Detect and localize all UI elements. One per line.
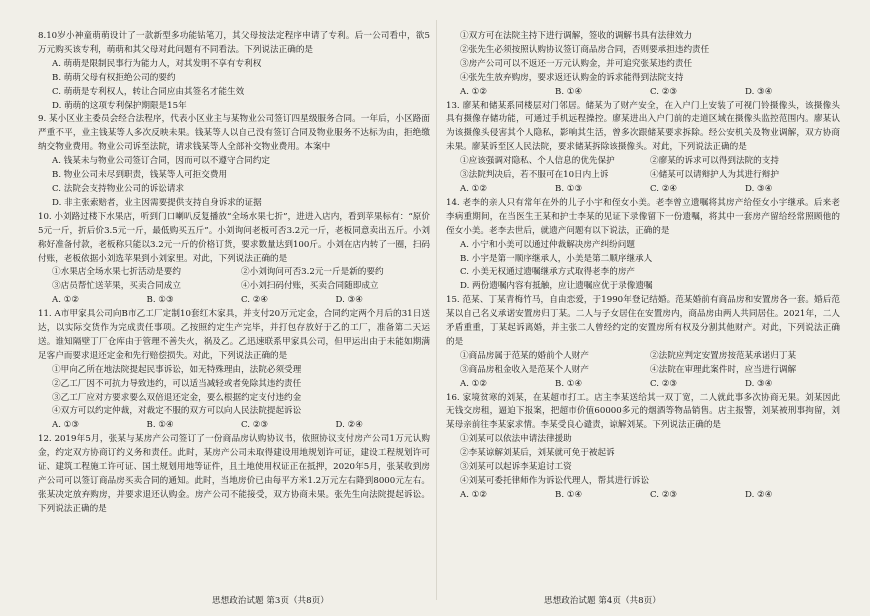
option-d: D. 两份遗嘱内容有抵触，应让遗嘱应优于录像遗嘱: [460, 281, 653, 292]
statement-list: [446, 350, 840, 378]
question-14: [446, 197, 840, 294]
question-12: [38, 433, 430, 516]
question-stem: 15. 范某、丁某青梅竹马，自由恋爱，于1990年登记结婚。范某婚前有商品房和安置房各一套。婚后范某以自己名义承诺安置房归丁某。二人与子女居住在安置房内，商品房由两人共同居住。2021年，二人矛盾重重，丁某起诉离婚，并主张二人曾经约定的安置房所有权及分割其他财产。对此，下列说法正确的是: [446, 295, 840, 347]
choice-b: B. ①④: [555, 86, 583, 97]
page-footer-right: 思想政治试题 第4页（共8页）: [544, 596, 661, 606]
choice-b: B. ①③: [555, 183, 583, 194]
statement-item: ③商品房租金收入是范某个人财产: [460, 364, 589, 375]
statement-item: ①水果店全场水果七折活动是要约: [52, 267, 181, 278]
question-15: [446, 294, 840, 391]
right-column: [446, 30, 840, 503]
statement-list: [446, 155, 840, 183]
choice-d: D. ②④: [335, 420, 363, 431]
question-stem: 12. 2019年5月，张某与某房产公司签订了一份商品房认购协议书，依照协议支付房产公司1万元认购金，约定双方协商订约义务和责任。此时，某房产公司未取得建设用地规划许可证，建设工程规划许可证、建筑工程施工许可证、国土规划用地等证件，且土地使用权证正在抵押，2020年5月，张某收到房产公司可以签订商品房买卖合同的通知。此时，当地房价已由每平方米1.2万元左右降到8000元左右。张某决定放弃购房，并要求退还认购金。房产公司不能接受，双方协商未果。张先生向法院提起诉讼。下列说法正确的是: [38, 434, 430, 514]
choice-a: A. ①②: [52, 295, 80, 306]
statement-list: [38, 266, 430, 294]
statement-item: ④法院在审理此案件时，应当进行调解: [650, 364, 797, 375]
question-11: [38, 308, 430, 433]
option-a: A. 小宁和小美可以通过仲裁解决房产纠纷问题: [460, 239, 635, 250]
statement-item: ③乙工厂应对方要求要么双倍退还定金，要么根据约定支付违约金: [52, 392, 302, 403]
choice-a: A. ①②: [460, 378, 488, 389]
option-b: B. 萌萌父母有权拒绝公司的要约: [52, 72, 176, 83]
option-d: D. 萌萌的这项专利保护期限是15年: [52, 100, 187, 111]
question-stem: 9. 某小区业主委员会经合法程序，代表小区业主与某物业公司签订四星级服务合同。一年后，小区路面严重不平，业主钱某等人多次反映未果。钱某等人以自己没有签订合同及物业服务不达标为由，拒绝缴纳交物业费用。物业公司诉至法院，请求钱某等人全部补交物业费用。本案中: [38, 114, 430, 153]
choice-c: C. ②④: [241, 295, 269, 306]
statement-item: ①双方可在法院主持下进行调解，签收的调解书具有法律效力: [460, 31, 693, 41]
question-stem: 8.10岁小神童萌萌设计了一款新型多功能钻笔刀，其父母按法定程序申请了专利。后一公司看中，欲5万元购买该专利，萌萌和其父母对此问题有不同看法。下列说法正确的是: [38, 31, 430, 55]
column-divider: [436, 20, 437, 600]
statement-item: ①甲向乙所在地法院提起民事诉讼，如无特殊理由，法院必须受理: [52, 364, 302, 375]
statement-item: ②小刘询问可否3.2元一斤是新的要约: [241, 267, 384, 278]
question-16: [446, 392, 840, 503]
statement-item: ②法院应判定安置房按范某承诺归丁某: [650, 350, 797, 361]
statement-item: ①应该强调对隐私、个人信息的优先保护: [460, 156, 615, 167]
option-d: D. 非主张索赔者，业主因需要提供支持自身诉求的证据: [52, 197, 262, 208]
option-b: B. 小宇是第一顺序继承人，小美是第二顺序继承人: [460, 253, 653, 264]
statement-item: ②张先生必须按照认购协议签订商品房合同，否则要承担违约责任: [460, 44, 710, 55]
option-c: C. 萌萌是专利权人，转让合同应由其签名才能生效: [52, 86, 245, 97]
answer-choices: [446, 86, 840, 100]
choice-c: C. ②③: [650, 489, 678, 500]
question-12-continued: [446, 30, 840, 100]
choice-d: D. ③④: [745, 183, 773, 194]
statement-item: ④刘某可委托律师作为诉讼代理人，帮其进行诉讼: [460, 476, 650, 486]
choice-a: A. ①②: [460, 86, 488, 97]
choice-a: A. ①②: [460, 489, 488, 500]
choice-c: C. ②③: [650, 378, 678, 389]
statement-item: ④小刘扫码付账，买卖合同随即成立: [241, 281, 379, 292]
statement-item: ④张先生放弃购房，要求返还认购金的诉求能得到法院支持: [460, 72, 684, 83]
statement-item: ③房产公司可以不返还一万元认购金，并可追究张某违约责任: [460, 58, 693, 69]
choice-c: C. ②③: [650, 86, 678, 97]
choice-d: D. ③④: [335, 295, 363, 306]
question-10: [38, 211, 430, 308]
question-stem: 11. A市甲家具公司向B市乙工厂定制10套红木家具，并支付20万元定金，合同约定两个月后的31日送达，以实际交货作为完成责任事项。乙按照约定生产完毕，并打包存放好于乙的工厂，准备第二天运送。谁知隔壁丁厂仓库由于管理不善失火，祸及乙。乙迅速联系甲家具公司，但甲运出由于未能如期满足客户而要求退还定金和先行赔偿损失。对此，下列说法正确的是: [38, 309, 430, 361]
option-c: C. 法院会支持物业公司的诉讼请求: [52, 183, 185, 194]
choice-b: B. ①④: [555, 489, 583, 500]
question-stem: 13. 廖某和储某系同楼层对门邻居。储某为了财产安全，在入户门上安装了可视门铃摄像头，该摄像头具有摄像存储功能，可通过手机远程操控。廖某进出入户门前的走道区域在摄像头监控范围内。廖某认为该摄像头侵害其个人隐私，影响其生活，曾多次跟储某要求拆除。经公安机关及物业调解，双方协商未果。廖某诉至区人民法院，要求储某拆除该摄像头。对此，下列说法正确的是: [446, 100, 840, 153]
statement-item: ③店员帮忙送苹果，买卖合同成立: [52, 281, 181, 292]
choice-c: C. ②④: [650, 183, 678, 194]
choice-a: A. ①②: [460, 183, 488, 194]
statement-item: ②李某谅解刘某后，刘某就可免于被起诉: [460, 448, 615, 459]
statement-item: ③法院判决后，若不服可在10日内上诉: [460, 170, 609, 181]
choice-c: C. ②③: [241, 420, 269, 431]
answer-choices: [446, 489, 840, 503]
option-c: C. 小美无权通过遗嘱继承方式取得老李的房产: [460, 267, 636, 278]
answer-choices: [446, 183, 840, 197]
answer-choices: [38, 419, 430, 433]
statement-item: ③刘某可以起诉李某追讨工资: [460, 462, 572, 473]
statement-item: ④双方可以约定仲裁，对裁定不服的双方可以向人民法院提起诉讼: [52, 406, 302, 417]
question-stem: 16. 家境贫寒的刘某，在某超市打工。店主李某送给其一双丁宽，二人就此事多次协商无果。刘某因此无钱交房租，逼迫下报案，把超市价值60000多元的烟酒等物品销售。店主报警，刘某被刑事拘留，刘某母亲前往李某家求情。李某受良心谴责，谅解刘某。下列说法正确的是: [446, 392, 840, 431]
question-9: [38, 113, 430, 210]
choice-d: D. ②④: [745, 489, 773, 500]
choice-d: D. ③④: [745, 378, 773, 389]
question-stem: 10. 小刘路过楼下水果店，听到门口喇叭反复播放“全场水果七折”，进进入店内，看到苹果标有：“原价5元一斤，折后价3.5元一斤，最低购买五斤”。小刘询问老板可否3.2元一斤，老板同意卖出五斤。小刘称好准备付款，老板称只能以3.2元一斤的价格订货，要求数量达到100斤。小刘在店内转了一圈，扫码付账，老板依据小刘选苹果到小刘家里。对此，下列说法正确的是: [38, 211, 430, 264]
statement-item: ④储某可以请辩护人为其进行辩护: [650, 170, 779, 181]
choice-a: A. ①③: [52, 420, 80, 431]
answer-choices: [446, 378, 840, 392]
choice-b: B. ①③: [146, 295, 174, 306]
left-column: [38, 30, 430, 517]
statement-item: ①商品房属于范某的婚前个人财产: [460, 350, 589, 361]
choice-b: B. ①④: [146, 420, 174, 431]
choice-b: B. ①④: [555, 378, 583, 389]
option-a: A. 钱某未与物业公司签订合同，因而可以不遵守合同约定: [52, 156, 270, 167]
option-a: A. 萌萌是限制民事行为能力人，对其发明不享有专利权: [52, 58, 262, 69]
question-8: [38, 30, 430, 113]
question-13: [446, 100, 840, 197]
statement-item: ②廖某的诉求可以得到法院的支持: [650, 156, 779, 167]
choice-d: D. ③④: [745, 86, 773, 97]
statement-item: ①刘某可以依法申请法律援助: [460, 434, 572, 445]
option-b: B. 物业公司未尽到职责，钱某等人可拒交费用: [52, 170, 228, 181]
page-footer-left: 思想政治试题 第3页（共8页）: [212, 596, 329, 606]
statement-item: ②乙工厂因不可抗力导致违约，可以适当减轻或者免除其违约责任: [52, 378, 302, 389]
question-stem: 14. 老李的亲人只有常年在外的儿子小宇和侄女小美。老李曾立遗嘱将其房产给侄女小宇继承。后来老李病重期间，在当医生王某和护士李某的见证下录像留下一份遗嘱，将其中一套房产留给经常照顾他的侄女小美。老李去世后，就遗产问题有以下说法，正确的是: [446, 197, 840, 236]
answer-choices: [38, 294, 430, 308]
